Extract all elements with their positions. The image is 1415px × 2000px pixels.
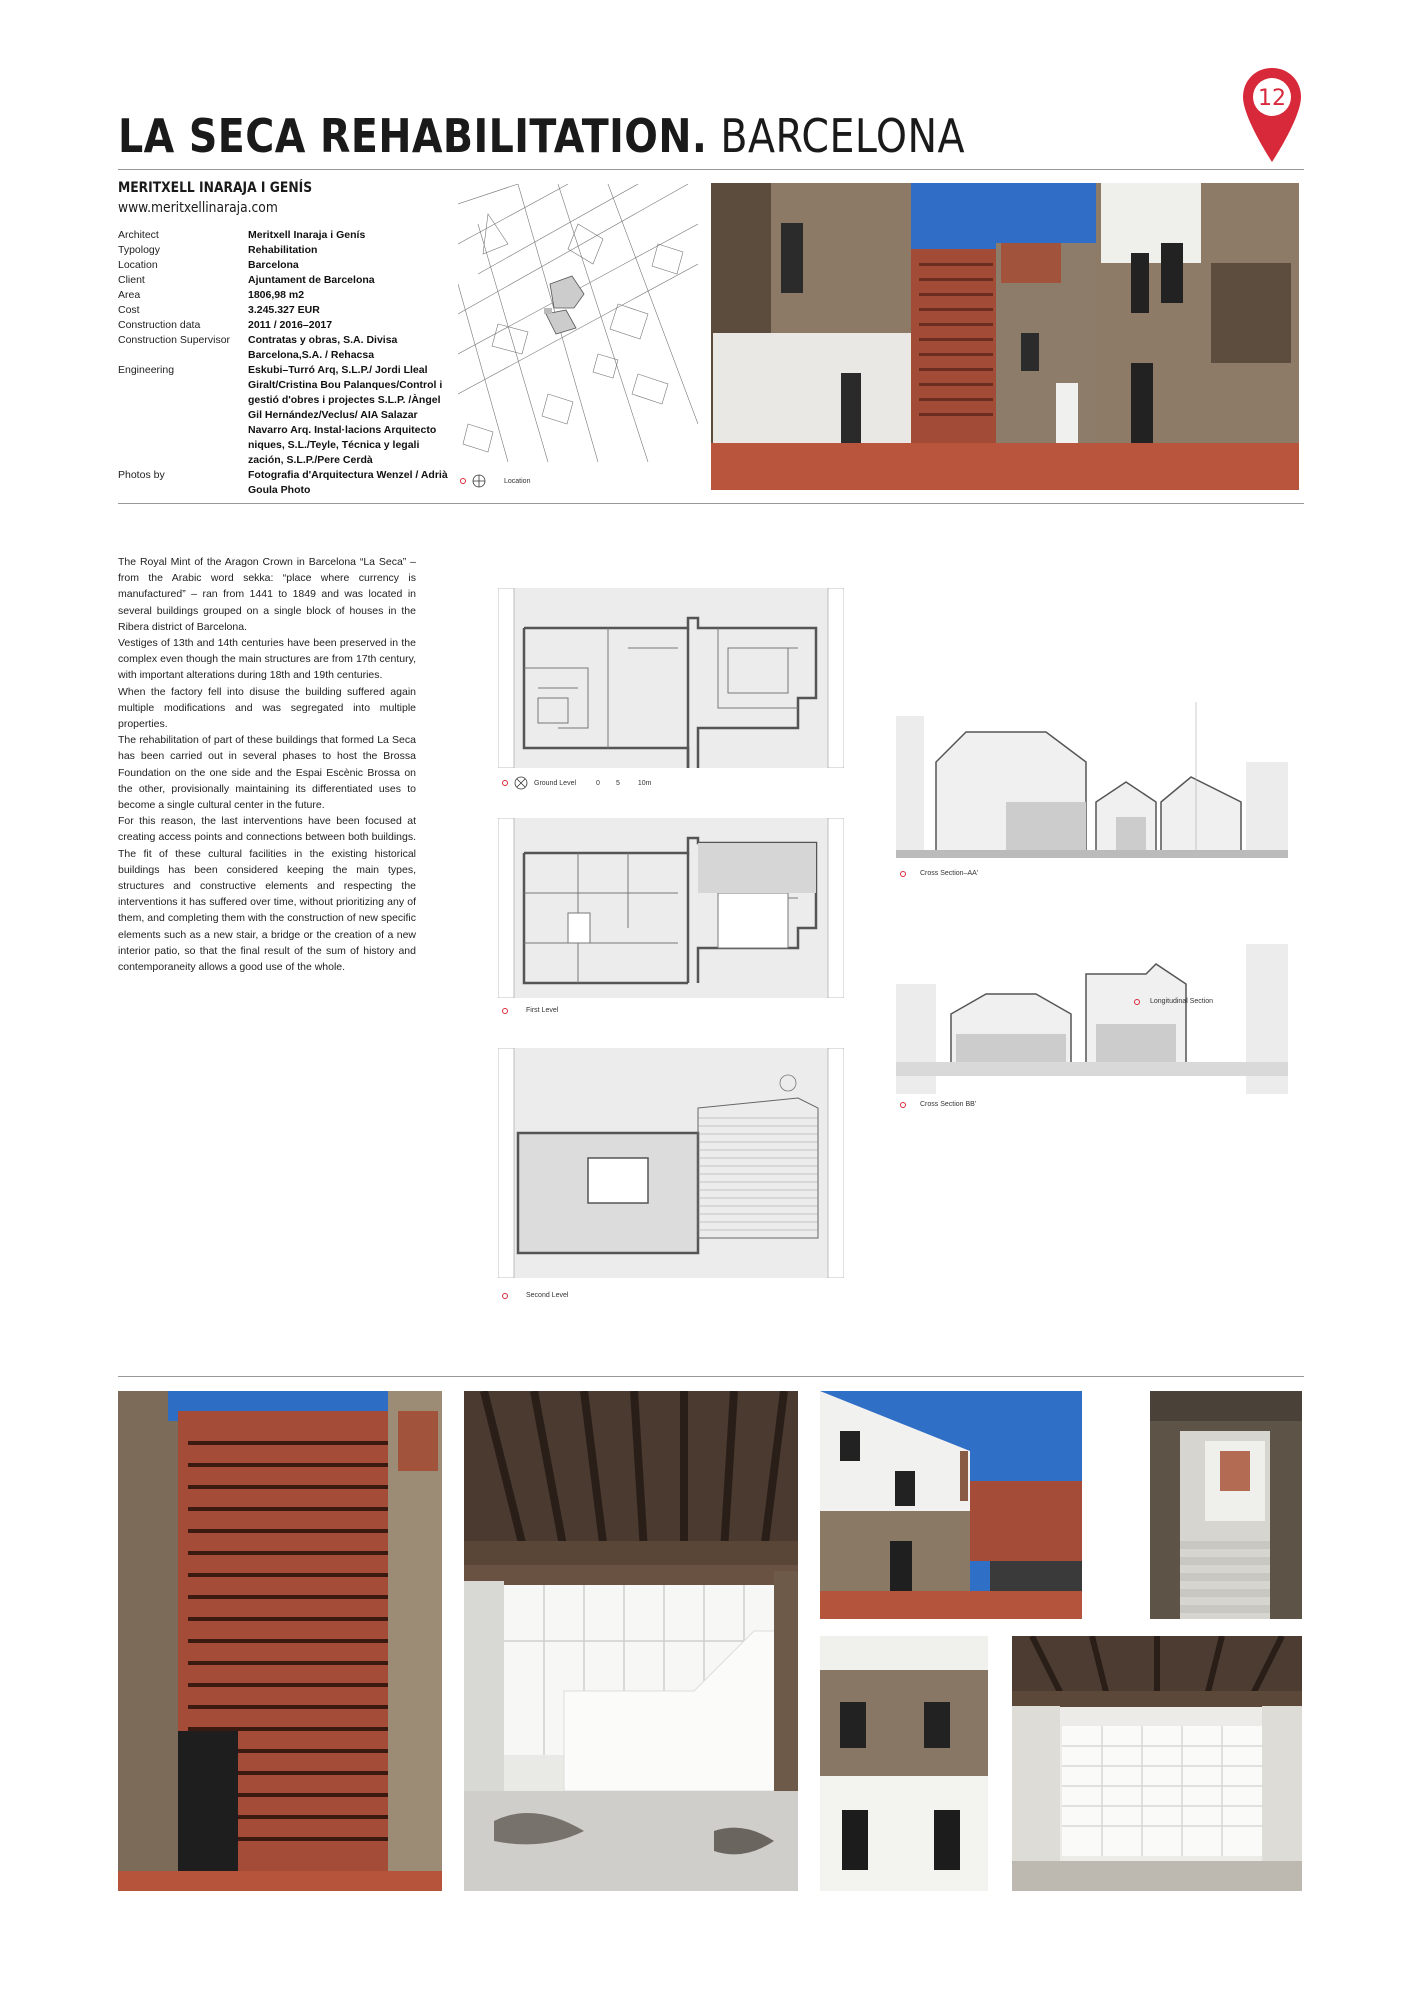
longitudinal-section-caption xyxy=(1134,998,1213,1005)
spec-row xyxy=(118,288,448,303)
stone-wall-windows-photo xyxy=(820,1636,988,1891)
brick-lattice-photo xyxy=(118,1391,442,1891)
spec-label: Typology xyxy=(118,244,161,256)
website-link[interactable]: www.meritxellinaraja.com xyxy=(118,200,278,216)
spec-value: 3.245.327 EUR xyxy=(248,304,320,316)
project-description xyxy=(118,554,416,975)
location-label: Location xyxy=(504,477,531,485)
interior-beams-photo xyxy=(464,1391,798,1891)
description-paragraph: Vestiges of 13th and 14th centuries have been preserved in the complex even though the main structures are from 17th century, with important alterations during 18th and 19th centuries. xyxy=(118,637,416,682)
page-title xyxy=(118,108,965,164)
ground-level-caption xyxy=(502,776,651,790)
second-level-label: Second Level xyxy=(526,1292,569,1299)
spec-row xyxy=(118,228,448,243)
red-dot-icon xyxy=(502,1293,508,1299)
spec-value: Ajuntament de Barcelona xyxy=(248,274,375,286)
spec-label: Cost xyxy=(118,304,140,316)
title-city: BARCELONA xyxy=(720,109,966,163)
spec-value: Eskubi–Turró Arq, S.L.P./ Jordi Lleal Giralt/Cristina Bou Palanques/Control i gestió d'obres i projectes S.L.P. /Àngel Gil Hernández/Veclus/ AIA Salazar Navarro Arq. Instal·lacions Arquitecto niques, S.L./Teyle, Técnica y legali zación, S.L.P./Pere Cerdà xyxy=(248,364,443,466)
spec-label: Construction Supervisor xyxy=(118,334,231,346)
spec-value: Rehabilitation xyxy=(248,244,318,256)
first-level-caption xyxy=(502,1007,558,1014)
scale-five: 5 xyxy=(615,779,620,787)
spec-row xyxy=(118,468,448,498)
spec-row xyxy=(118,303,448,318)
title-bold: LA SECA REHABILITATION. xyxy=(118,109,708,163)
cross-section-aa-caption xyxy=(900,870,978,877)
description-paragraph: For this reason, the last interventions have been focused at creating access points and connections between both buildings. The fit of these cultural facilities in the existing historical buildings has been considered keeping the main types, structures and constructive elements and respecting the interventions it has suffered over time, without prioritizing any of them, and completing them with the construction of new specific elements such as a new stair, a bridge or the creation of a new interior patio, so that the final result of the sum of history and contemporaneity allows a good use of the whole. xyxy=(118,815,416,974)
description-paragraph: The Royal Mint of the Aragon Crown in Barcelona “La Seca” – from the Arabic word sekka: “place where currency is manufactured” – ran from 1441 to 1849 and was located in several buildings grouped on a single block of houses in the Ribera district of Barcelona. xyxy=(118,556,416,633)
spec-value: Barcelona xyxy=(248,259,299,271)
spec-label: Photos by xyxy=(118,469,165,481)
spec-value: Contratas y obras, S.A. Divisa Barcelona,S.A. / Rehacsa xyxy=(248,334,398,361)
spec-label: Architect xyxy=(118,229,159,241)
spec-value: 2011 / 2016–2017 xyxy=(248,319,333,331)
first-level-label: First Level xyxy=(526,1007,559,1014)
map-pin-icon xyxy=(1240,66,1304,166)
longitudinal-section xyxy=(896,944,1288,1094)
spec-value: Fotografia d'Arquitectura Wenzel / Adrià Goula Photo xyxy=(248,469,448,496)
north-arrow-icon xyxy=(472,474,486,488)
spec-label: Area xyxy=(118,289,141,301)
longitudinal-section-label: Longitudinal Section xyxy=(1150,998,1214,1005)
header-divider xyxy=(118,169,1304,170)
patio-facade-photo xyxy=(820,1391,1082,1619)
spec-label: Location xyxy=(118,259,158,271)
red-dot-icon xyxy=(460,478,466,484)
red-dot-icon xyxy=(502,780,508,786)
spec-value: Meritxell Inaraja i Genís xyxy=(248,229,366,241)
spec-row xyxy=(118,363,448,468)
red-dot-icon xyxy=(1134,999,1140,1005)
spec-row xyxy=(118,258,448,273)
ground-level-plan xyxy=(498,588,844,768)
spec-label: Construction data xyxy=(118,319,201,331)
red-dot-icon xyxy=(900,1102,906,1108)
top-divider xyxy=(118,503,1304,504)
red-dot-icon xyxy=(900,871,906,877)
description-paragraph: The rehabilitation of part of these buildings that formed La Seca has been carried out in several phases to host the Brossa Foundation on the one side and the Espai Escènic Brossa on the other, provisionally maintaining its differentiated uses to become a single cultural center in the future. xyxy=(118,734,416,812)
stair-doorway-photo xyxy=(1150,1391,1302,1619)
cross-section-aa-label: Cross Section–AA' xyxy=(920,870,979,877)
second-level-plan xyxy=(498,1048,844,1278)
spec-label: Client xyxy=(118,274,145,286)
library-interior-photo xyxy=(1012,1636,1302,1891)
second-level-caption xyxy=(502,1292,568,1299)
page-number: 12 xyxy=(1258,86,1286,111)
spec-row xyxy=(118,318,448,333)
spec-row xyxy=(118,243,448,258)
ground-level-label: Ground Level xyxy=(534,779,577,787)
scale-bar xyxy=(596,780,651,787)
first-level-plan xyxy=(498,818,844,998)
architect-name: MERITXELL INARAJA I GENÍS xyxy=(118,180,313,196)
spec-row xyxy=(118,333,448,363)
location-map xyxy=(458,184,698,462)
scale-zero: 0 xyxy=(596,779,600,787)
location-caption xyxy=(460,474,530,488)
spec-label: Engineering xyxy=(118,364,175,376)
red-dot-icon xyxy=(502,1008,508,1014)
spec-list xyxy=(118,228,448,498)
bottom-divider xyxy=(118,1376,1304,1377)
courtyard-photo xyxy=(711,183,1299,490)
cross-section-bb-label: Cross Section BB' xyxy=(920,1101,977,1108)
scale-ten: 10m xyxy=(637,779,652,787)
spec-value: 1806,98 m2 xyxy=(248,289,305,301)
cross-section-aa xyxy=(896,702,1288,860)
cross-section-bb-caption xyxy=(900,1101,976,1108)
north-arrow-icon xyxy=(514,776,528,790)
description-paragraph: When the factory fell into disuse the building suffered again multiple modifications and was segregated into multiple properties. xyxy=(118,685,416,731)
spec-row xyxy=(118,273,448,288)
